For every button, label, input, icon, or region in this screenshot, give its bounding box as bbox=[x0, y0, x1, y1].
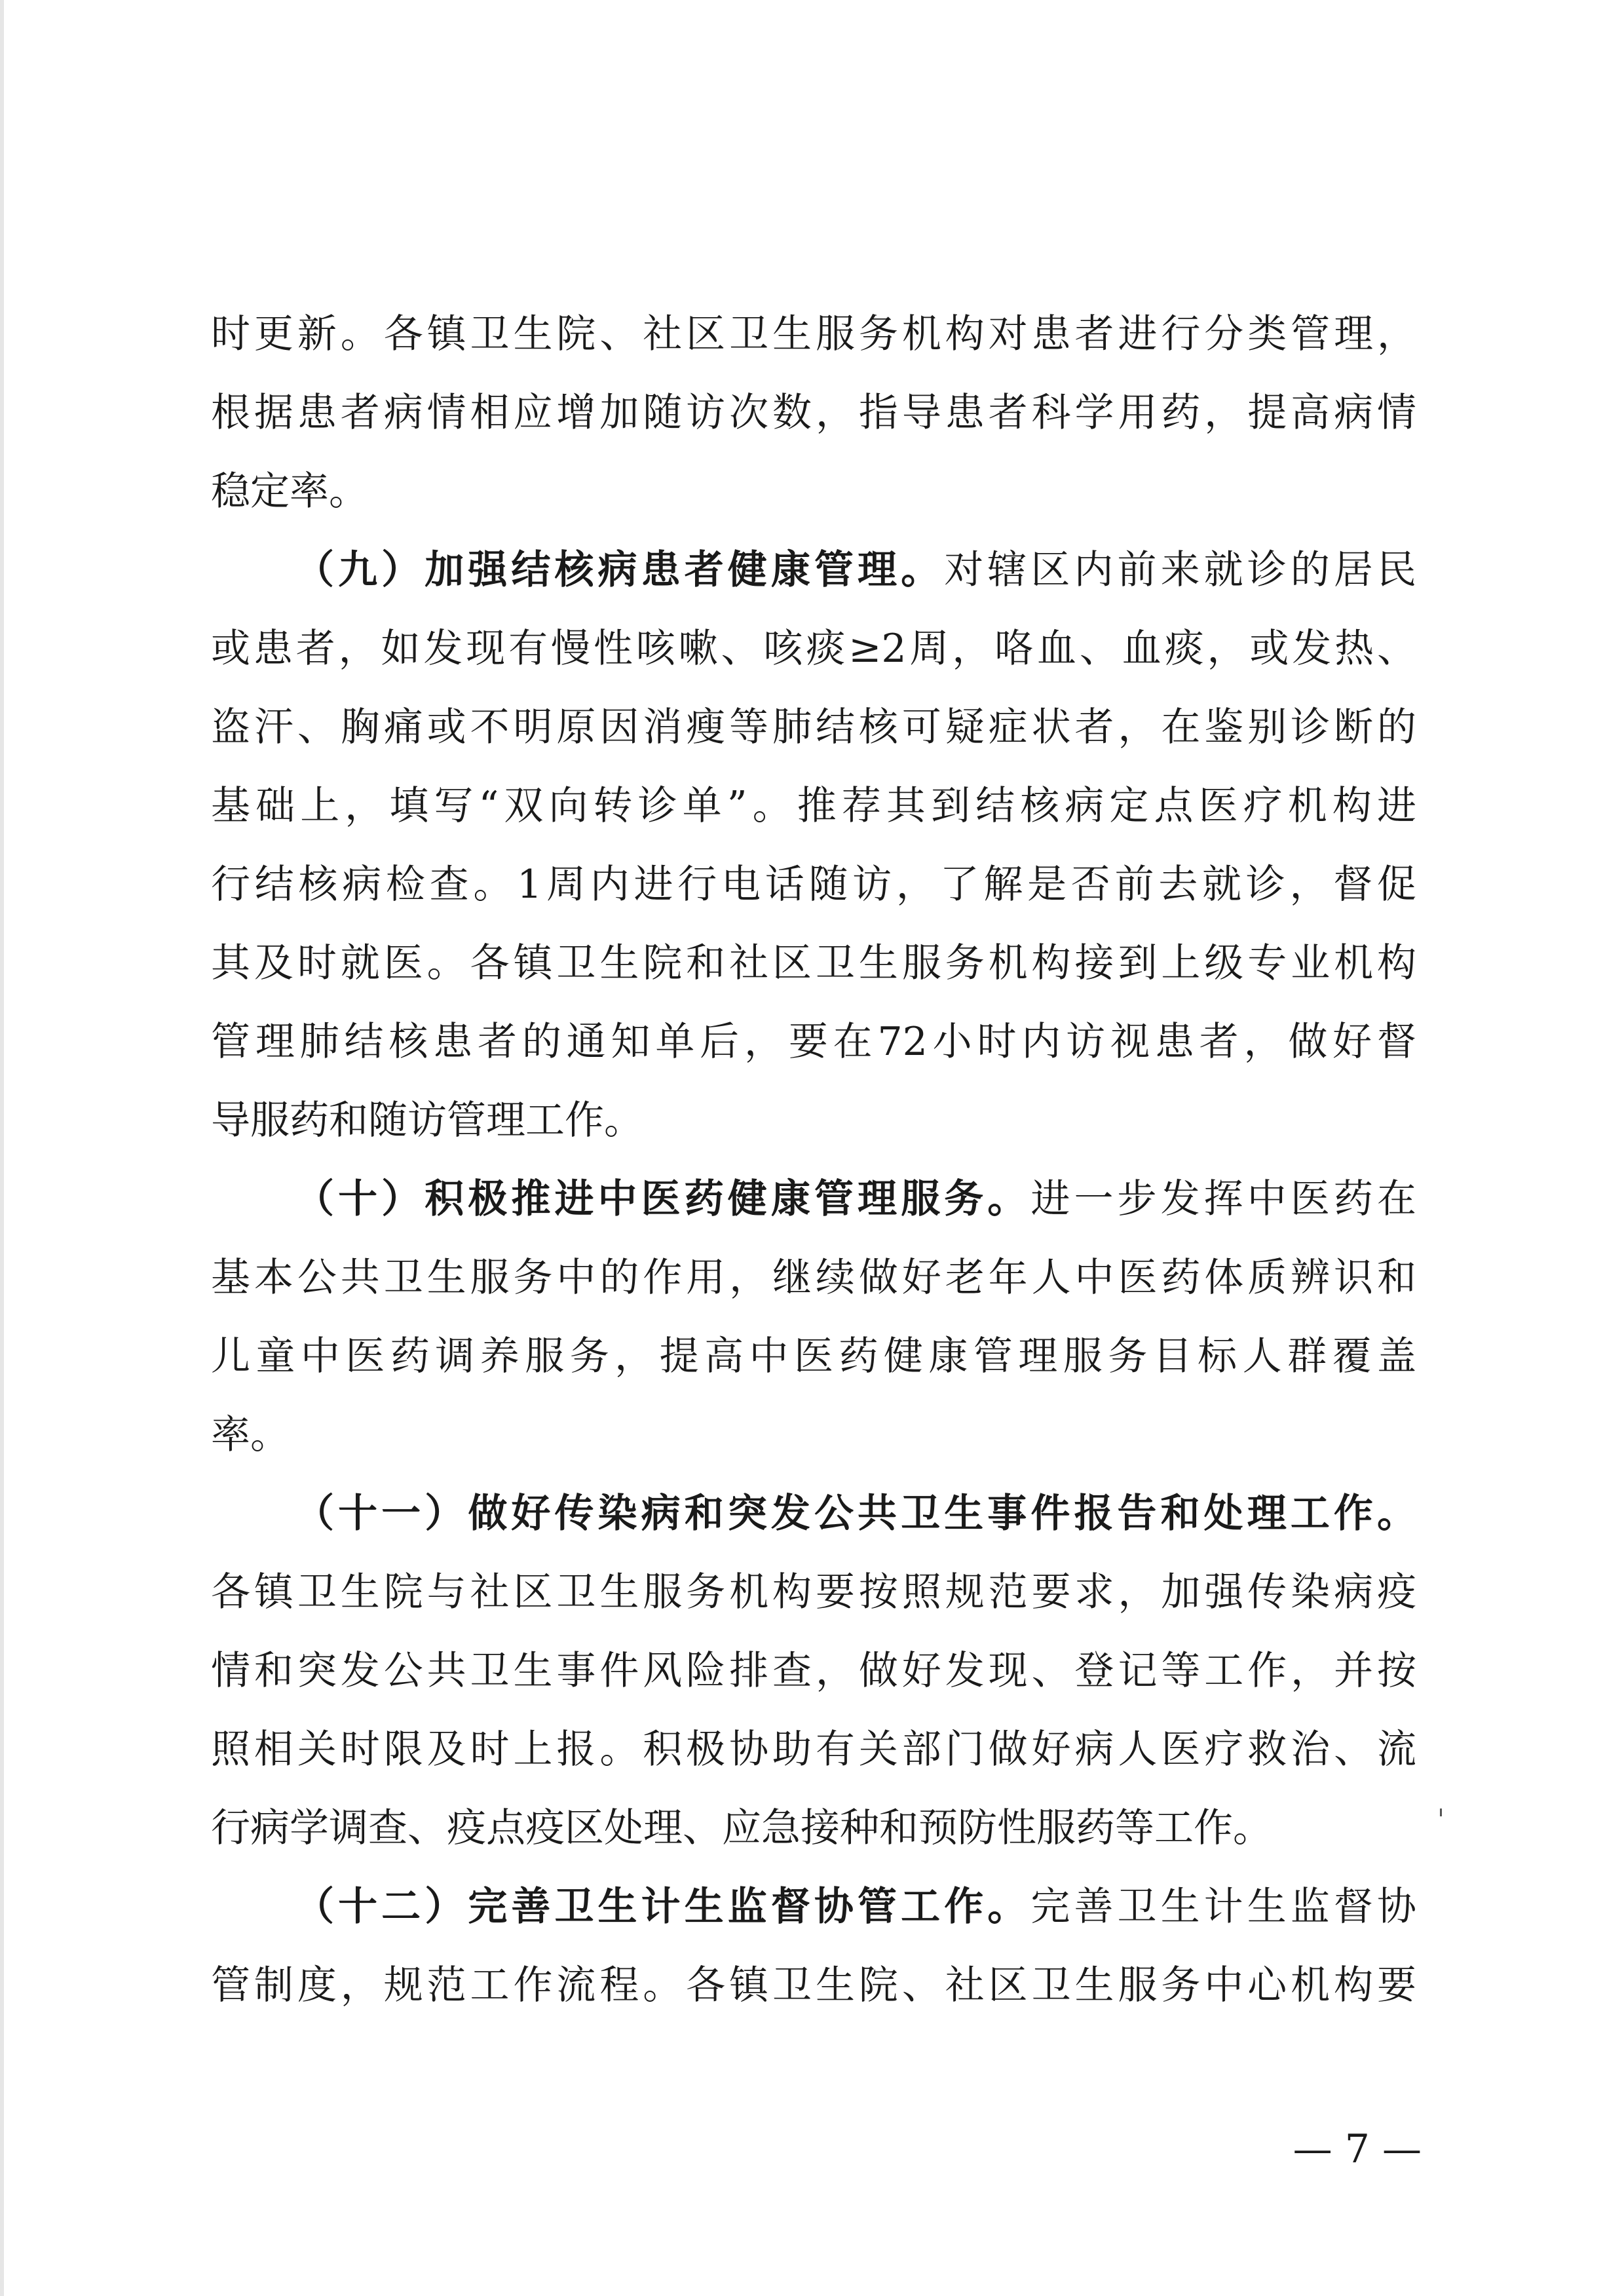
section-11-line bbox=[295, 1487, 1416, 1540]
section-12-line: （十二）完善卫生计生监督协管工作。完善卫生计生监督协 bbox=[295, 1884, 1416, 1930]
body-line: 其及时就医。各镇卫生院和社区卫生服务机构接到上级专业机构 bbox=[211, 940, 1416, 986]
body-line: 行病学调查、疫点疫区处理、应急接种和预防性服药等工作。 bbox=[211, 1805, 1272, 1851]
page-number: — 7 — bbox=[1293, 2126, 1422, 2172]
section-9-line: （九）加强结核病患者健康管理。对辖区内前来就诊的居民 bbox=[295, 547, 1417, 593]
body-line: 照相关时限及时上报。积极协助有关部门做好病人医疗救治、流 bbox=[211, 1727, 1416, 1772]
body-line: 儿童中医药调养服务，提高中医药健康管理服务目标人群覆盖 bbox=[211, 1333, 1416, 1379]
section-heading: （十二）完善卫生计生监督协管工作。 bbox=[295, 1884, 1031, 1930]
body-line: 管制度，规范工作流程。各镇卫生院、社区卫生服务中心机构要 bbox=[211, 1962, 1416, 2008]
body-line: 基础上，填写“双向转诊单”。推荐其到结核病定点医疗机构进 bbox=[211, 783, 1416, 829]
body-line: 情和突发公共卫生事件风险排查，做好发现、登记等工作，并按 bbox=[211, 1648, 1416, 1694]
body-line: 行结核病检查。1周内进行电话随访，了解是否前去就诊，督促 bbox=[211, 862, 1416, 908]
section-heading: （十一）做好传染病和突发公共卫生事件报告和处理工作。 bbox=[295, 1491, 1416, 1537]
body-line: 根据患者病情相应增加随访次数，指导患者科学用药，提高病情 bbox=[211, 390, 1416, 436]
scan-mark bbox=[1440, 1808, 1442, 1816]
scan-edge bbox=[0, 0, 4, 2296]
body-line: 盗汗、胸痛或不明原因消瘦等肺结核可疑症状者，在鉴别诊断的 bbox=[211, 704, 1416, 750]
section-heading: （十）积极推进中医药健康管理服务。 bbox=[295, 1176, 1031, 1222]
section-10-line: （十）积极推进中医药健康管理服务。进一步发挥中医药在 bbox=[295, 1176, 1416, 1222]
body-line: 管理肺结核患者的通知单后，要在72小时内访视患者，做好督 bbox=[211, 1019, 1416, 1065]
body-line: 时更新。各镇卫生院、社区卫生服务机构对患者进行分类管理， bbox=[211, 311, 1416, 357]
body-line: 率。 bbox=[211, 1412, 290, 1458]
body-line: 各镇卫生院与社区卫生服务机构要按照规范要求，加强传染病疫 bbox=[211, 1569, 1416, 1615]
body-line: 基本公共卫生服务中的作用，继续做好老年人中医药体质辨识和 bbox=[211, 1255, 1416, 1301]
section-heading: （九）加强结核病患者健康管理。 bbox=[295, 547, 945, 593]
body-line: 或患者，如发现有慢性咳嗽、咳痰≥2周，咯血、血痰，或发热、 bbox=[211, 626, 1416, 672]
body-line: 稳定率。 bbox=[211, 469, 368, 514]
body-line: 导服药和随访管理工作。 bbox=[211, 1098, 643, 1143]
